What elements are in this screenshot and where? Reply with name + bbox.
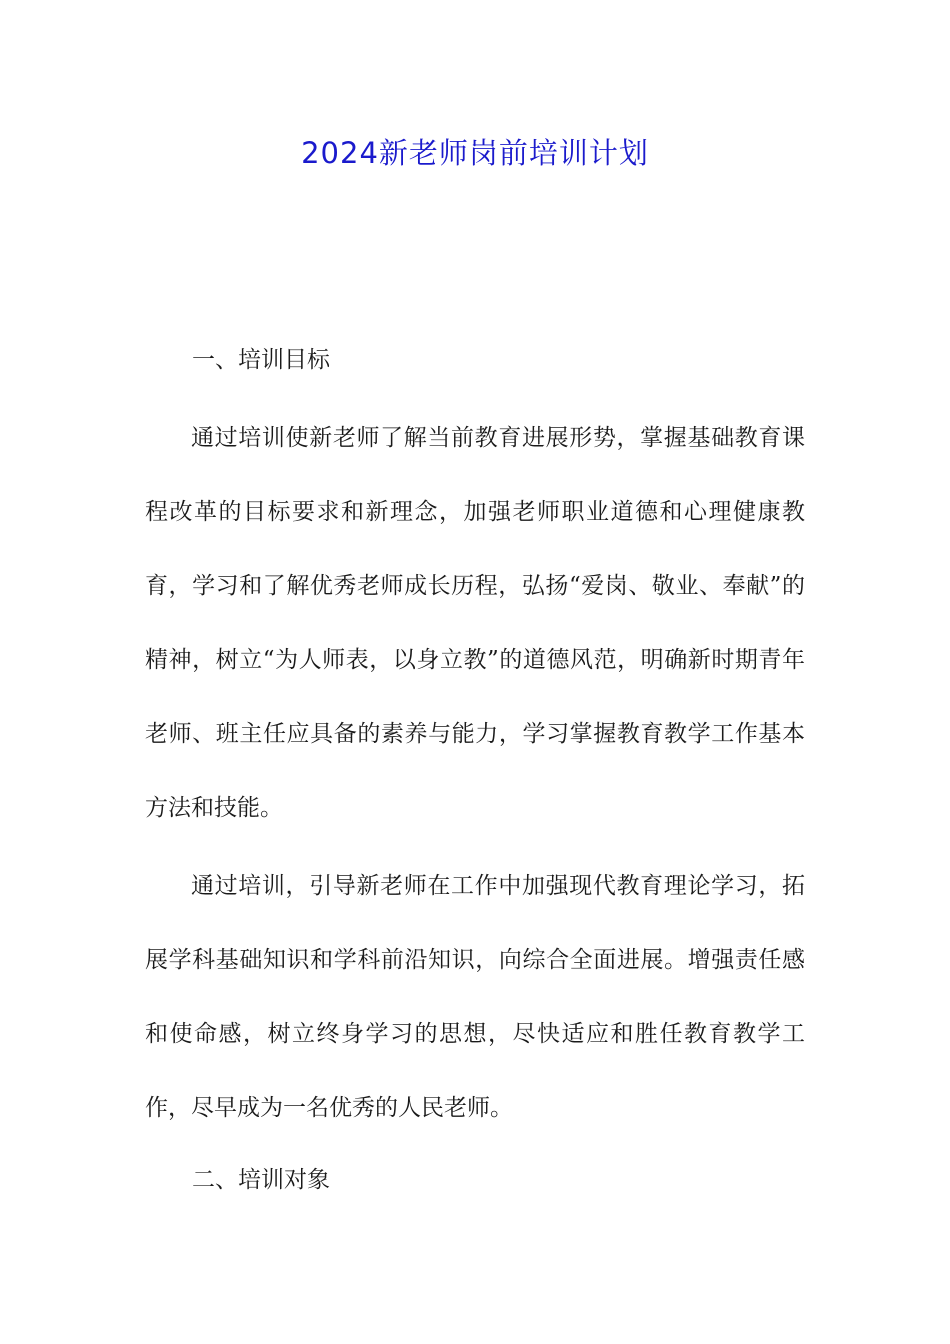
paragraph-goals-1: 通过培训使新老师了解当前教育进展形势，掌握基础教育课程改革的目标要求和新理念，加强老师职业道德和心理健康教育，学习和了解优秀老师成长历程，弘扬“爱岗、敬业、奉献”的精神，树立“为人师表，以身立教”的道德风范，明确新时期青年老师、班主任应具备的素养与能力，学习掌握教育教学工作基本方法和技能。 xyxy=(145,425,805,821)
document-title: 2024新老师岗前培训计划 xyxy=(301,136,649,170)
section-heading-audience: 二、培训对象 xyxy=(192,1167,330,1193)
paragraph-goals-2: 通过培训，引导新老师在工作中加强现代教育理论学习，拓展学科基础知识和学科前沿知识，向综合全面进展。增强责任感和使命感，树立终身学习的思想，尽快适应和胜任教育教学工作，尽早成为一名优秀的人民老师。 xyxy=(145,873,805,1121)
section-heading-goals: 一、培训目标 xyxy=(192,347,330,373)
